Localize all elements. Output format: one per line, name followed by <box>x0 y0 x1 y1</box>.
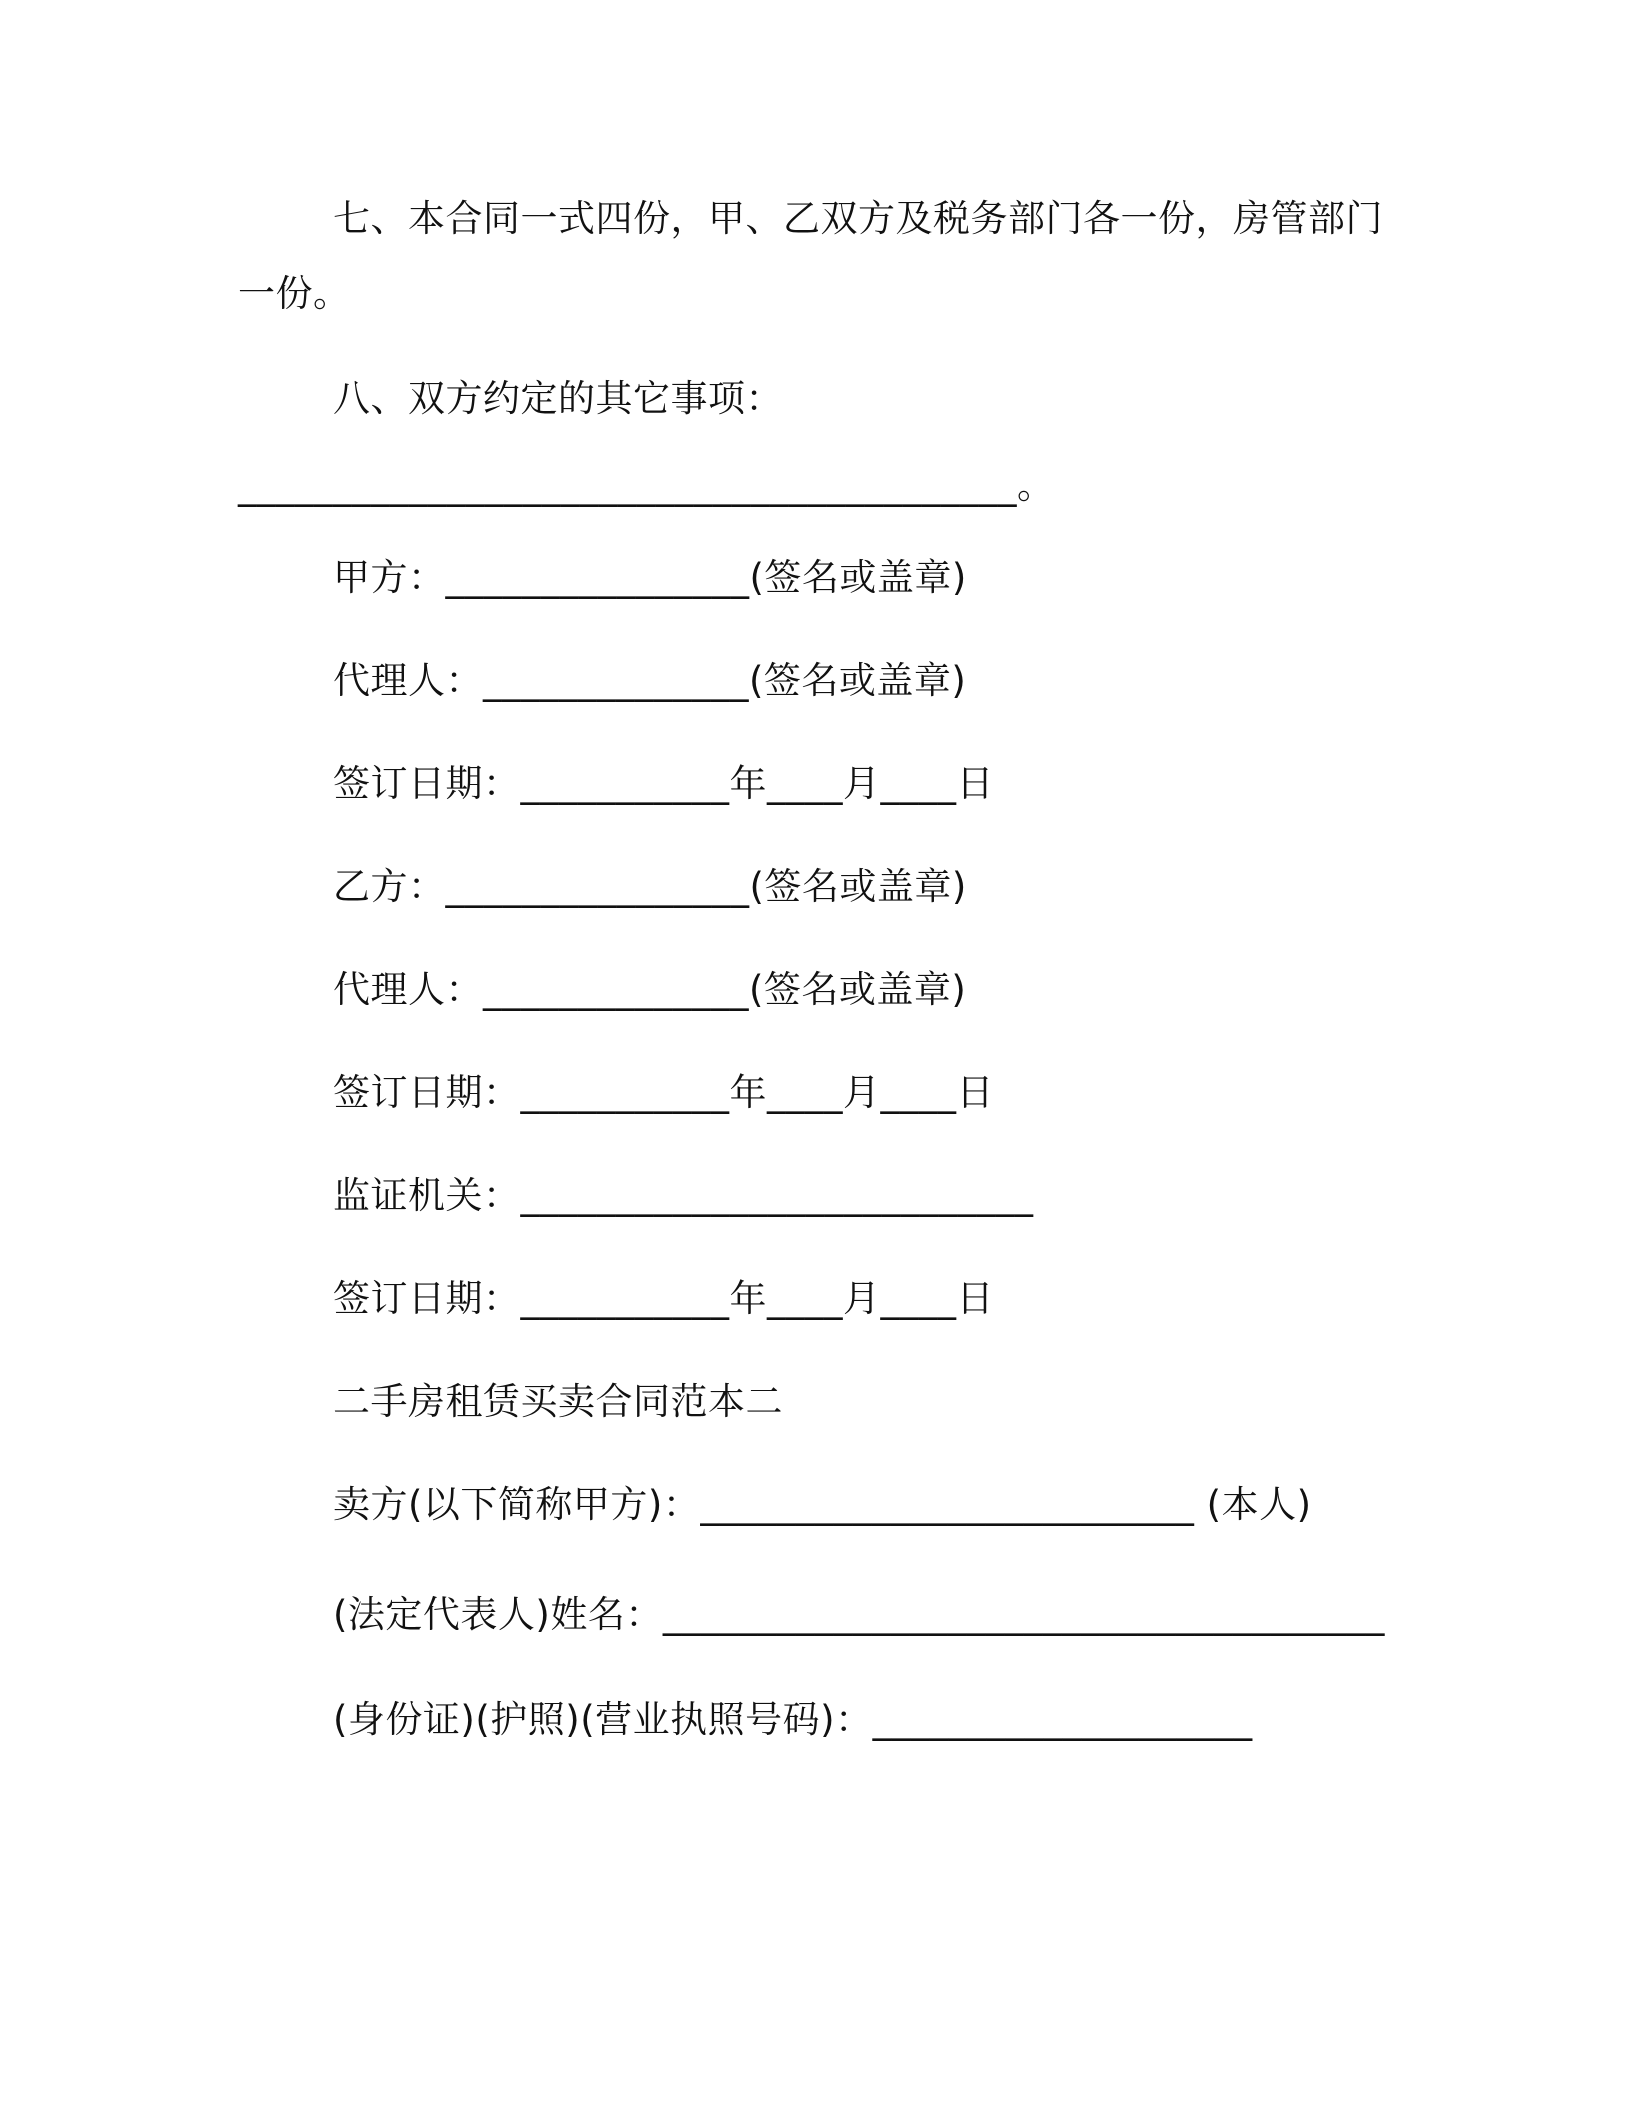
party-a-signature: 甲方：________________(签名或盖章) <box>333 556 967 599</box>
party-b-sign-date: 签订日期：___________年____月____日 <box>333 1071 994 1114</box>
clause-eight-heading: 八、双方约定的其它事项： <box>333 377 783 420</box>
party-a-sign-date: 签订日期：___________年____月____日 <box>333 762 994 805</box>
seller-line: 卖方(以下简称甲方)：__________________________ (本人) <box>333 1483 1312 1526</box>
witness-sign-date: 签订日期：___________年____月____日 <box>333 1277 994 1320</box>
id-number-line: (身份证)(护照)(营业执照号码)：____________________ <box>333 1698 1253 1741</box>
witness-authority: 监证机关：___________________________ <box>333 1174 1034 1217</box>
clause-seven-line-1: 七、本合同一式四份，甲、乙双方及税务部门各一份，房管部门 <box>333 197 1383 240</box>
section-title: 二手房租赁买卖合同范本二 <box>333 1380 783 1423</box>
clause-eight-blank: _________________________________________。 <box>238 464 1055 507</box>
party-b-agent-signature: 代理人：______________(签名或盖章) <box>333 968 967 1011</box>
clause-seven-line-2: 一份。 <box>238 272 351 315</box>
legal-representative-line: (法定代表人)姓名：______________________________________ <box>333 1593 1385 1636</box>
party-b-signature: 乙方：________________(签名或盖章) <box>333 865 967 908</box>
party-a-agent-signature: 代理人：______________(签名或盖章) <box>333 659 967 702</box>
